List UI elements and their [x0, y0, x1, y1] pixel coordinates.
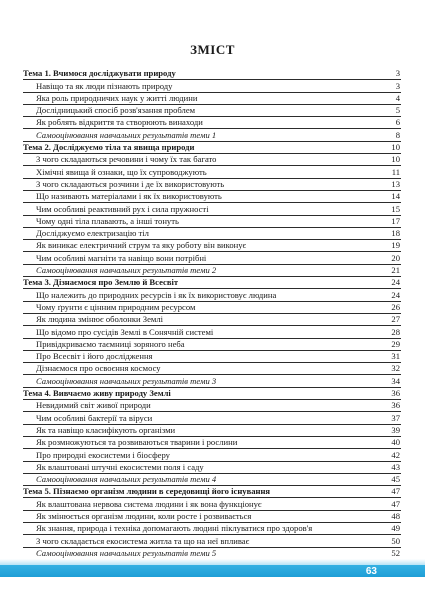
toc-entry-page: 3 [395, 80, 400, 91]
toc-entry-title: Самооцінювання навчальних результатів теми 5 [36, 547, 217, 558]
footer-band [0, 565, 425, 577]
toc-item-row [23, 437, 401, 449]
toc-entry-title: Чим особливі реактивний рух і сила пружності [36, 203, 209, 214]
toc-selfcheck-row [23, 375, 401, 387]
toc-entry-title: Про Всесвіт і його дослідження [36, 351, 153, 362]
toc-entry-title: Привідкриваємо таємниці зоряного неба [36, 338, 185, 349]
toc-entry-page: 18 [391, 228, 400, 239]
toc-entry-title: Про природні екосистеми і біосферу [36, 449, 170, 460]
toc-entry-page: 29 [391, 338, 400, 349]
toc-entry-page: 14 [391, 191, 400, 202]
toc-entry-page: 24 [391, 277, 400, 288]
toc-entry-title: Невидимий світ живої природи [36, 400, 151, 411]
toc-item-row [23, 80, 401, 92]
toc-item-row [23, 179, 401, 191]
toc-entry-page: 21 [391, 265, 400, 276]
toc-entry-title: Яка роль природничих наук у житті людини [36, 92, 198, 103]
toc-entry-title: Тема 5. Пізнаємо організм людини в середовищі його існування [23, 486, 271, 497]
toc-entry-page: 8 [395, 129, 400, 140]
toc-entry-page: 32 [391, 363, 400, 374]
toc-item-row [23, 216, 401, 228]
toc-entry-page: 31 [391, 351, 400, 362]
toc-item-row [23, 400, 401, 412]
toc-entry-page: 5 [395, 105, 400, 116]
toc-entry-page: 6 [395, 117, 400, 128]
toc-entry-title: Тема 1. Вчимося досліджувати природу [23, 68, 176, 79]
toc-entry-page: 11 [391, 166, 400, 177]
toc-entry-title: Як влаштована нервова система людини і як вона функціонує [36, 498, 262, 509]
toc-entry-title: Чим особливі магніти та навіщо вони потрібні [36, 252, 207, 263]
toc-item-row [23, 154, 401, 166]
toc-entry-page: 27 [391, 314, 400, 325]
toc-selfcheck-row [23, 129, 401, 141]
toc-entry-page: 34 [391, 375, 400, 386]
toc-entry-page: 42 [391, 449, 400, 460]
toc-entry-title: Як знання, природа і техніка допомагають людині піклуватися про здоров'я [36, 523, 313, 534]
toc-entry-page: 24 [391, 289, 400, 300]
toc-entry-title: Самооцінювання навчальних результатів теми 3 [36, 375, 217, 386]
toc-theme-row [23, 486, 401, 498]
toc-entry-title: Дослідницький спосіб розв'язання проблем [36, 105, 196, 116]
toc-entry-page: 19 [391, 240, 400, 251]
toc-entry-title: Як влаштовані штучні екосистеми поля і саду [36, 461, 204, 472]
toc-entry-page: 52 [391, 547, 400, 558]
toc-item-row [23, 166, 401, 178]
toc-entry-title: Що належить до природних ресурсів і як їх використовує людина [36, 289, 277, 300]
toc-entry-title: З чого складаються розчини і де їх використовують [36, 178, 225, 189]
toc-entry-title: Чому ґрунти є цінним природним ресурсом [36, 301, 196, 312]
toc-entry-page: 43 [391, 461, 400, 472]
toc-entry-title: Як та навіщо класифікують організми [36, 424, 176, 435]
toc-item-row [23, 523, 401, 535]
toc-entry-title: Як розмножуються та розвиваються тварини і рослини [36, 437, 238, 448]
toc-entry-title: Хімічні явища й ознаки, що їх супроводжують [36, 166, 207, 177]
toc-entry-page: 20 [391, 252, 400, 263]
toc-entry-page: 4 [395, 92, 400, 103]
toc-item-row [23, 93, 401, 105]
toc-entry-title: Тема 2. Досліджуємо тіла та явища природи [23, 142, 195, 153]
toc-entry-title: З чого складається екосистема житла та що на неї впливає [36, 535, 250, 546]
toc-item-row [23, 462, 401, 474]
toc-entry-title: Як виникає електричний струм та яку роботу він виконує [36, 240, 247, 251]
toc-entry-page: 48 [391, 510, 400, 521]
toc-item-row [23, 191, 401, 203]
toc-item-row [23, 449, 401, 461]
toc-item-row [23, 117, 401, 129]
toc-entry-page: 3 [395, 68, 400, 79]
toc-entry-page: 45 [391, 474, 400, 485]
toc-entry-page: 49 [391, 523, 400, 534]
toc-entry-page: 10 [391, 154, 400, 165]
toc-item-row [23, 363, 401, 375]
toc-entry-title: Тема 3. Дізнаємося про Землю й Всесвіт [23, 277, 179, 288]
toc-entry-title: Самооцінювання навчальних результатів теми 1 [36, 129, 217, 140]
toc-entry-title: Самооцінювання навчальних результатів теми 2 [36, 265, 217, 276]
toc-entry-title: Чому одні тіла плавають, а інші тонуть [36, 215, 179, 226]
toc-theme-row [23, 388, 401, 400]
toc-item-row [23, 240, 401, 252]
toc-entry-title: З чого складаються речовини і чому їх так багато [36, 154, 217, 165]
toc-item-row [23, 326, 401, 338]
toc-item-row [23, 511, 401, 523]
toc-item-row [23, 351, 401, 363]
toc-selfcheck-row [23, 474, 401, 486]
toc-entry-title: Як змінюється організм людини, коли росте і розвивається [36, 510, 252, 521]
toc-item-row [23, 302, 401, 314]
toc-entry-title: Чим особливі бактерії та віруси [36, 412, 153, 423]
toc-entry-title: Як людина змінює оболонки Землі [36, 314, 164, 325]
toc-selfcheck-row [23, 265, 401, 277]
toc-item-row [23, 203, 401, 215]
toc-item-row [23, 535, 401, 547]
toc-entry-page: 40 [391, 437, 400, 448]
toc-entry-page: 10 [391, 142, 400, 153]
table-of-contents [23, 68, 401, 559]
toc-entry-page: 47 [391, 498, 400, 509]
toc-entry-page: 50 [391, 535, 400, 546]
toc-theme-row [23, 68, 401, 80]
toc-item-row [23, 105, 401, 117]
toc-entry-page: 37 [391, 412, 400, 423]
toc-entry-title: Що відомо про сусідів Землі в Сонячній системі [36, 326, 214, 337]
toc-item-row [23, 228, 401, 240]
toc-entry-title: Що називають матеріалами і як їх використовують [36, 191, 222, 202]
toc-entry-page: 39 [391, 424, 400, 435]
toc-entry-title: Досліджуємо електризацію тіл [36, 228, 149, 239]
toc-entry-page: 17 [391, 215, 400, 226]
toc-item-row [23, 425, 401, 437]
toc-item-row [23, 252, 401, 264]
toc-entry-title: Самооцінювання навчальних результатів теми 4 [36, 474, 217, 485]
toc-entry-title: Як роблять відкриття та створюють винаходи [36, 117, 203, 128]
toc-entry-page: 15 [391, 203, 400, 214]
toc-entry-page: 28 [391, 326, 400, 337]
toc-selfcheck-row [23, 548, 401, 559]
toc-entry-page: 47 [391, 486, 400, 497]
toc-entry-page: 36 [391, 388, 400, 399]
toc-entry-title: Дізнаємося про освоєння космосу [36, 363, 161, 374]
toc-item-row [23, 289, 401, 301]
toc-entry-page: 26 [391, 301, 400, 312]
toc-theme-row [23, 142, 401, 154]
toc-entry-page: 13 [391, 178, 400, 189]
toc-theme-row [23, 277, 401, 289]
toc-item-row [23, 498, 401, 510]
toc-item-row [23, 412, 401, 424]
toc-item-row [23, 314, 401, 326]
toc-entry-title: Тема 4. Вивчаємо живу природу Землі [23, 388, 171, 399]
page-number: 63 [365, 566, 377, 577]
page-title: ЗМІСТ [190, 42, 235, 57]
toc-entry-page: 36 [391, 400, 400, 411]
toc-entry-title: Навіщо та як люди пізнають природу [36, 80, 173, 91]
toc-item-row [23, 339, 401, 351]
